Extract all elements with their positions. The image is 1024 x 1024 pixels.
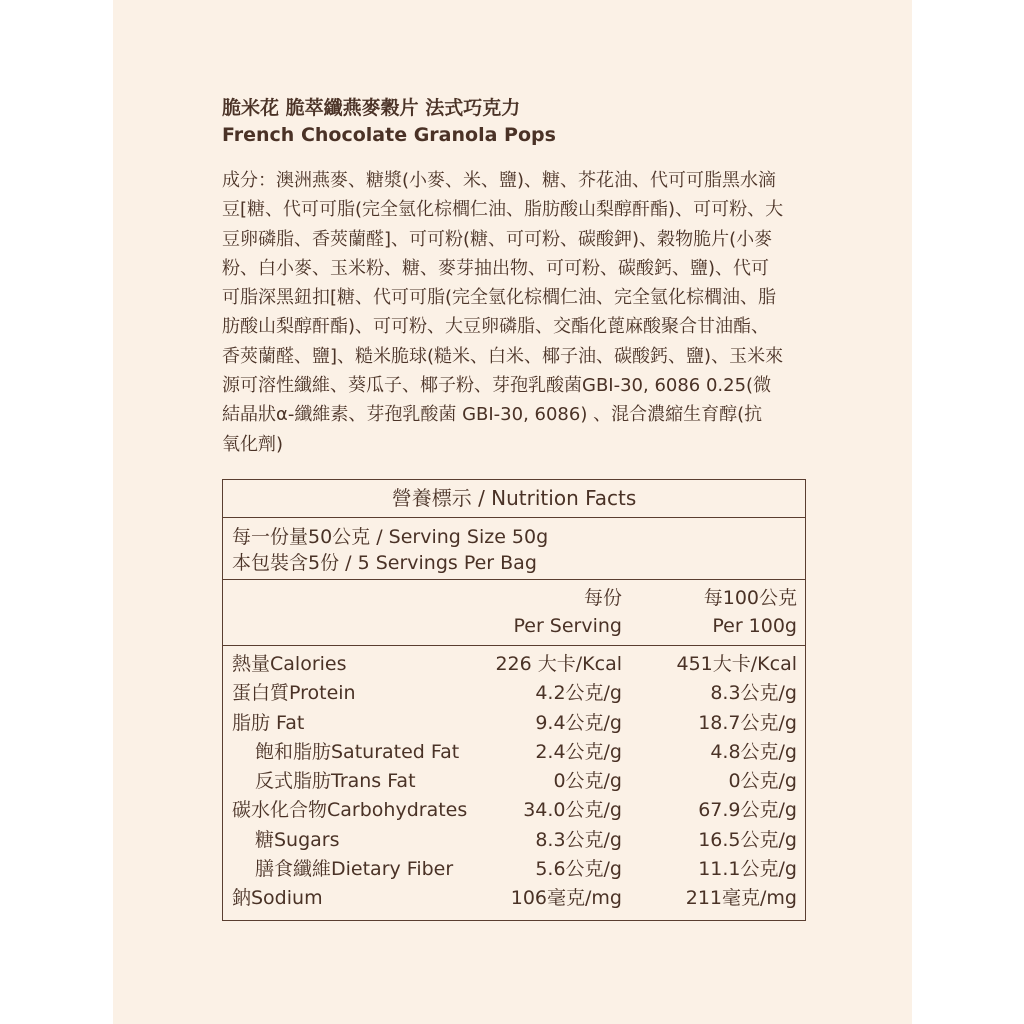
ingredients-line: 豆卵磷脂、香莢蘭醛]、可可粉(糖、可可粉、碳酸鉀)、穀物脆片(小麥: [222, 228, 773, 250]
ingredients-line: 豆[糖、代可可脂(完全氫化棕櫚仁油、脂肪酸山梨醇酐酯)、可可粉、大: [222, 199, 784, 221]
per-serving-value: 8.3公克/g: [535, 828, 622, 851]
nutrient-row-trans-fat: [223, 767, 805, 796]
per-100g-value: 0公克/g: [728, 770, 797, 793]
nutrient-label: 膳食纖維Dietary Fiber: [255, 858, 454, 881]
per-100g-value: 8.3公克/g: [710, 682, 797, 705]
serving-info: [223, 518, 805, 580]
nutrient-row-fat: [223, 709, 805, 738]
per-100g-value: 451大卡/Kcal: [676, 653, 797, 675]
per-100g-value: 4.8公克/g: [710, 740, 797, 763]
serving-size: 每一份量50公克 / Serving Size 50g: [232, 526, 549, 548]
servings-per-bag: 本包裝含5份 / 5 Servings Per Bag: [232, 552, 537, 574]
per-100g-value: 16.5公克/g: [698, 828, 797, 851]
ingredients-line: 源可溶性纖維、葵瓜子、椰子粉、芽孢乳酸菌GBI-30, 6086 0.25(微: [222, 375, 772, 397]
ingredients-line: 肪酸山梨醇酐酯)、可可粉、大豆卵磷脂、交酯化蓖麻酸聚合甘油酯、: [222, 316, 770, 338]
nutrient-label: 碳水化合物Carbohydrates: [232, 799, 468, 822]
product-name-en: French Chocolate Granola Pops: [222, 124, 556, 146]
nutrition-facts-table: [222, 479, 806, 921]
per-serving-value: 0公克/g: [553, 770, 622, 793]
nutrition-rows: [223, 646, 805, 914]
nutrient-row-dietary-fiber: [223, 855, 805, 884]
nutrient-row-sugars: [223, 826, 805, 855]
nutrient-row-saturated-fat: [223, 738, 805, 767]
nutrient-label: 熱量Calories: [232, 653, 347, 675]
product-name-zh: 脆米花 脆萃纖燕麥穀片 法式巧克力: [222, 97, 521, 119]
per-serving-value: 226 大卡/Kcal: [495, 653, 622, 675]
per-100g-header-zh: 每100公克: [703, 587, 797, 609]
nutrient-row-calories: [223, 650, 805, 679]
nutrient-label: 鈉Sodium: [232, 887, 323, 910]
ingredients-line: 粉、白小麥、玉米粉、糖、麥芽抽出物、可可粉、碳酸鈣、鹽)、代可: [222, 257, 770, 279]
per-serving-value: 9.4公克/g: [535, 711, 622, 734]
per-serving-value: 2.4公克/g: [535, 740, 622, 763]
ingredients-line: 成分：澳洲燕麥、糖漿(小麥、米、鹽)、糖、芥花油、代可可脂黑水滴: [222, 170, 777, 191]
nutrition-facts-title: 營養標示 / Nutrition Facts: [223, 480, 805, 518]
ingredients-line: 香莢蘭醛、鹽]、糙米脆球(糙米、白米、椰子油、碳酸鈣、鹽)、玉米來: [222, 345, 784, 367]
ingredients-list: [222, 166, 812, 459]
per-100g-header: [704, 584, 797, 640]
per-serving-value: 34.0公克/g: [523, 799, 622, 822]
per-serving-header: [513, 584, 622, 640]
nutrient-row-sodium: [223, 884, 805, 913]
nutrient-row-protein: [223, 679, 805, 708]
per-100g-value: 211毫克/mg: [685, 887, 797, 910]
per-100g-value: 11.1公克/g: [698, 858, 797, 881]
ingredients-line: 氧化劑): [222, 433, 284, 455]
per-serving-value: 4.2公克/g: [535, 682, 622, 705]
nutrition-column-header: [223, 580, 805, 646]
per-serving-value: 106毫克/mg: [510, 887, 622, 910]
per-serving-header-en: Per Serving: [513, 615, 622, 637]
per-100g-header-en: Per 100g: [712, 615, 797, 637]
nutrient-label: 糖Sugars: [255, 828, 340, 851]
nutrient-label: 飽和脂肪Saturated Fat: [255, 740, 460, 763]
nutrient-label: 反式脂肪Trans Fat: [255, 770, 416, 793]
per-100g-value: 18.7公克/g: [698, 711, 797, 734]
ingredients-line: 可脂深黑鈕扣[糖、代可可脂(完全氫化棕櫚仁油、完全氫化棕櫚油、脂: [222, 287, 777, 309]
ingredients-line: 結晶狀α-纖維素、芽孢乳酸菌 GBI-30, 6086) 、混合濃縮生育醇(抗: [222, 404, 763, 426]
nutrient-row-carbohydrates: [223, 796, 805, 825]
per-serving-value: 5.6公克/g: [535, 858, 622, 881]
per-serving-header-zh: 每份: [583, 587, 622, 609]
nutrient-label: 蛋白質Protein: [232, 682, 356, 705]
nutrient-label: 脂肪 Fat: [232, 711, 305, 734]
per-100g-value: 67.9公克/g: [698, 799, 797, 822]
